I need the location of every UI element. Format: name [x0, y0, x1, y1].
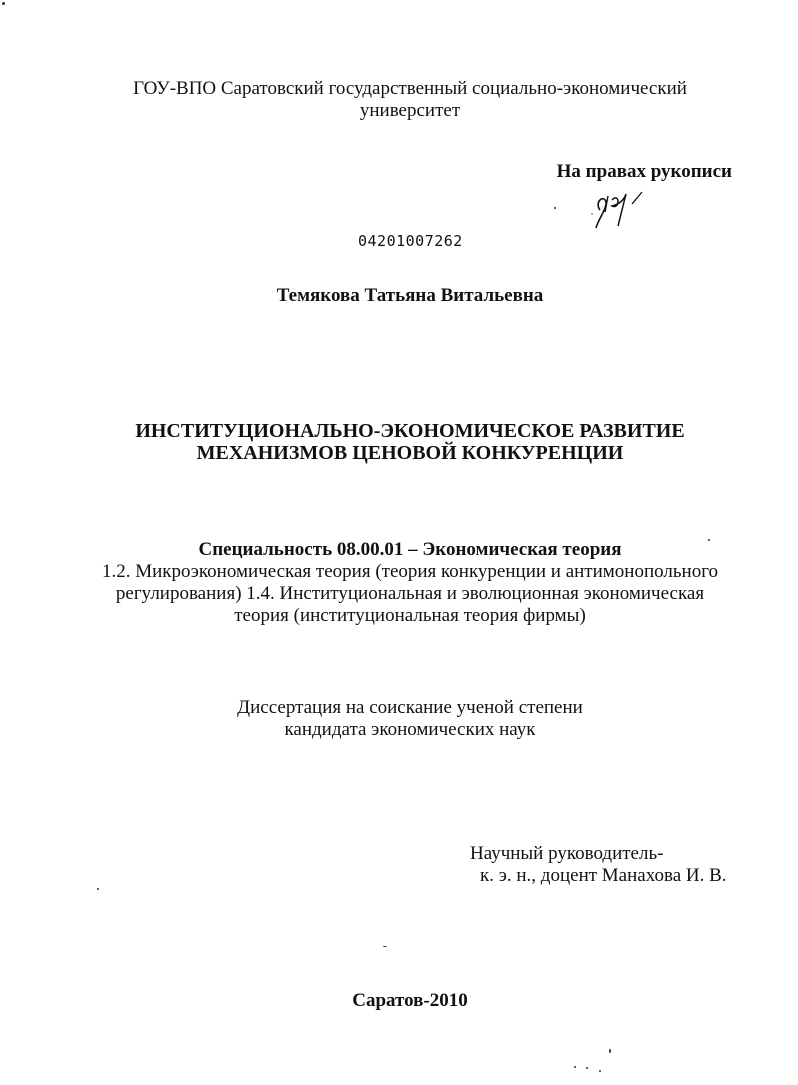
- supervisor-line-1: Научный руководитель-: [470, 843, 664, 864]
- specialty-description: [0, 561, 798, 627]
- specialty-line-2: регулирования) 1.4. Институциональная и эволюционная экономическая: [115, 583, 705, 604]
- title-line-1: ИНСТИТУЦИОНАЛЬНО-ЭКОНОМИЧЕСКОЕ РАЗВИТИЕ: [135, 420, 685, 442]
- catalog-number: 04201007262: [358, 232, 463, 250]
- supervisor-block: [470, 843, 727, 887]
- specialty-heading: Специальность 08.00.01 – Экономическая теория: [198, 539, 622, 560]
- specialty-line-1: 1.2. Микроэкономическая теория (теория конкуренции и антимонопольного: [101, 561, 719, 582]
- rights-label: На правах рукописи: [556, 161, 732, 182]
- scan-speck: [97, 888, 99, 890]
- degree-line-2: кандидата экономических наук: [284, 719, 536, 740]
- scan-speck: [2, 2, 5, 5]
- author-name: Темякова Татьяна Витальевна: [276, 285, 544, 306]
- scan-speck: [609, 1049, 611, 1053]
- handwritten-signature-icon: [590, 186, 650, 232]
- degree-line-1: Диссертация на соискание ученой степени: [237, 697, 583, 718]
- supervisor-line-2: к. э. н., доцент Манахова И. В.: [480, 865, 727, 886]
- institution-block: [0, 78, 798, 122]
- scan-speck: [554, 207, 556, 209]
- scan-speck: [383, 946, 387, 947]
- specialty-line-3: теория (институциональная теория фирмы): [234, 605, 586, 626]
- scan-speck: [586, 1067, 588, 1069]
- scan-speck: [599, 1070, 601, 1072]
- title-line-2: МЕХАНИЗМОВ ЦЕНОВОЙ КОНКУРЕНЦИИ: [196, 442, 624, 464]
- city-year: Саратов-2010: [352, 990, 468, 1011]
- dissertation-title: [0, 420, 798, 464]
- scan-speck: [574, 1066, 576, 1068]
- institution-line-1: ГОУ-ВПО Саратовский государственный социально-экономический: [133, 78, 687, 99]
- dissertation-degree: [0, 697, 798, 741]
- scan-speck: [708, 539, 710, 541]
- institution-line-2: университет: [359, 100, 461, 121]
